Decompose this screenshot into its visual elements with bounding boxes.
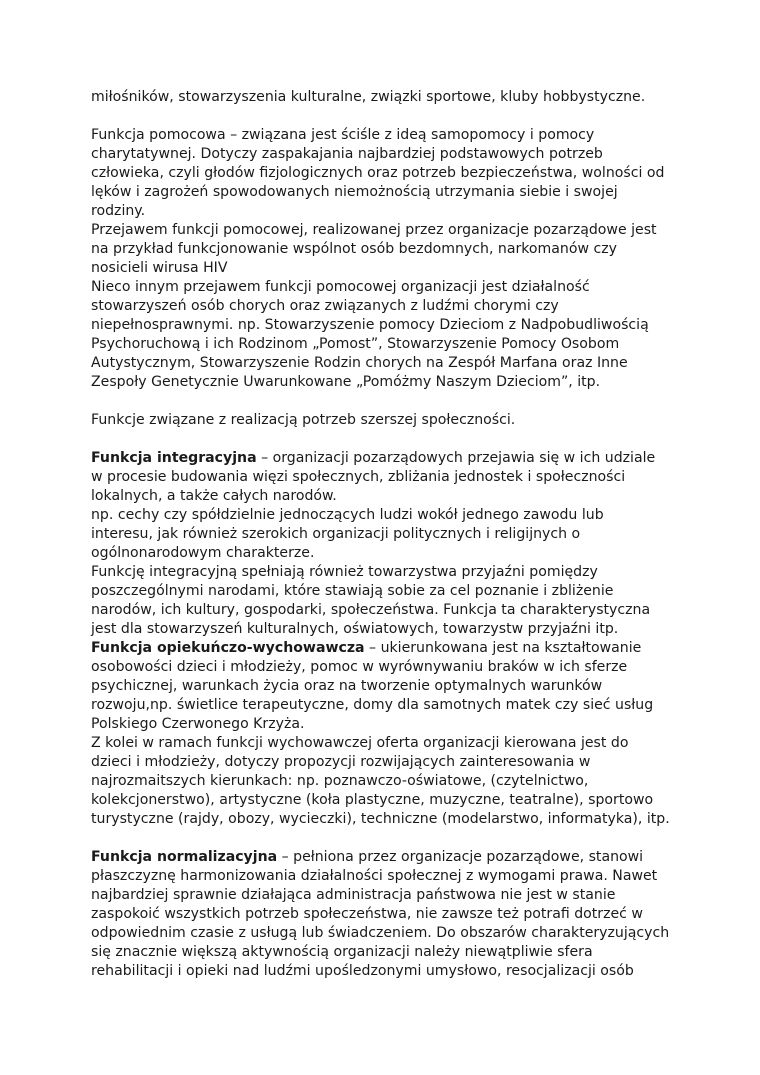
text-line: w procesie budowania więzi społecznych, zbliżania jednostek i społeczności xyxy=(91,469,626,485)
section-heading: Funkcja opiekuńczo-wychowawcza xyxy=(91,640,365,656)
text-line: na przykład funkcjonowanie wspólnot osób bezdomnych, narkomanów czy xyxy=(91,241,617,257)
text-line: płaszczyznę harmonizowania działalności społecznej z wymogami prawa. Nawet xyxy=(91,868,658,884)
paragraph-funkcja-opiekunczo-wychowawcza xyxy=(91,639,681,829)
text-run: – pełniona przez organizacje pozarządowe, stanowi xyxy=(277,849,644,865)
text-line: rozwoju,np. świetlice terapeutyczne, domy dla samotnych matek czy sieć usług xyxy=(91,697,654,713)
text-line xyxy=(91,639,681,658)
text-line: psychicznej, warunkach życia oraz na tworzenie optymalnych warunków xyxy=(91,678,603,694)
text-line: dzieci i młodzieży, dotyczy propozycji rozwijających zainteresowania w xyxy=(91,754,591,770)
paragraph-gap xyxy=(91,829,681,848)
text-line: najbardziej sprawnie działająca administracja państwowa nie jest w stanie xyxy=(91,887,616,903)
text-line: osobowości dzieci i młodzieży, pomoc w wyrównywaniu braków w ich sferze xyxy=(91,659,628,675)
paragraph-funkcja-normalizacyjna xyxy=(91,848,681,981)
section-heading: Funkcja normalizacyjna xyxy=(91,849,278,865)
text-line: najrozmaitszych kierunkach: np. poznawczo-oświatowe, (czytelnictwo, xyxy=(91,773,589,789)
text-line: Psychoruchową i ich Rodzinom „Pomost”, Stowarzyszenie Pomocy Osobom xyxy=(91,336,620,352)
text-line: interesu, jak również szerokich organizacji politycznych i religijnych o xyxy=(91,526,581,542)
text-line: lokalnych, a także całych narodów. xyxy=(91,488,337,504)
section-heading: Funkcja integracyjna xyxy=(91,450,257,466)
text-line: jest dla stowarzyszeń kulturalnych, oświatowych, towarzystw przyjaźni itp. xyxy=(91,621,619,637)
text-line: narodów, ich kultury, gospodarki, społeczeństwa. Funkcja ta charakterystyczna xyxy=(91,602,651,618)
text-line: Z kolei w ramach funkcji wychowawczej oferta organizacji kierowana jest do xyxy=(91,735,629,751)
document-page xyxy=(91,88,681,981)
text-line: Funkcja pomocowa – związana jest ściśle z ideą samopomocy i pomocy xyxy=(91,127,595,143)
text-line: miłośników, stowarzyszenia kulturalne, związki sportowe, kluby hobbystyczne. xyxy=(91,89,646,105)
text-line: lęków i zagrożeń spowodowanych niemożnością utrzymania siebie i swojej xyxy=(91,184,618,200)
text-line: np. cechy czy spółdzielnie jednoczących ludzi wokół jednego zawodu lub xyxy=(91,507,604,523)
text-run: – ukierunkowana jest na kształtowanie xyxy=(364,640,642,656)
text-line: ogólnonarodowym charakterze. xyxy=(91,545,315,561)
text-line: charytatywnej. Dotyczy zaspakajania najbardziej podstawowych potrzeb xyxy=(91,146,603,162)
text-line: odpowiednim czasie z usługą lub świadczeniem. Do obszarów charakteryzujących xyxy=(91,925,670,941)
paragraph-funkcja-integracyjna xyxy=(91,449,681,639)
text-line xyxy=(91,848,681,867)
text-line: Polskiego Czerwonego Krzyża. xyxy=(91,716,305,732)
paragraph-gap xyxy=(91,392,681,411)
text-line: kolekcjonerstwo), artystyczne (koła plastyczne, muzyczne, teatralne), sportowo xyxy=(91,792,654,808)
text-line: stowarzyszeń osób chorych oraz związanych z ludźmi chorymi czy xyxy=(91,298,559,314)
text-line: Przejawem funkcji pomocowej, realizowanej przez organizacje pozarządowe jest xyxy=(91,222,657,238)
text-line xyxy=(91,449,681,468)
paragraph-funkcja-pomocowa xyxy=(91,126,681,392)
text-line: niepełnosprawnymi. np. Stowarzyszenie pomocy Dzieciom z Nadpobudliwością xyxy=(91,317,649,333)
text-line: Funkcje związane z realizacją potrzeb szerszej społeczności. xyxy=(91,412,516,428)
text-line: rodziny. xyxy=(91,203,146,219)
text-line: się znacznie większą aktywnością organizacji należy niewątpliwie sfera xyxy=(91,944,593,960)
text-line: poszczególnymi narodami, które stawiają sobie za cel poznanie i zbliżenie xyxy=(91,583,614,599)
paragraph-gap xyxy=(91,430,681,449)
text-line: nosicieli wirusa HIV xyxy=(91,260,228,276)
text-line: turystyczne (rajdy, obozy, wycieczki), techniczne (modelarstwo, informatyka), itp. xyxy=(91,811,670,827)
text-line: Funkcję integracyjną spełniają również towarzystwa przyjaźni pomiędzy xyxy=(91,564,598,580)
text-line: Autystycznym, Stowarzyszenie Rodzin chorych na Zespół Marfana oraz Inne xyxy=(91,355,628,371)
text-line: człowieka, czyli głodów fizjologicznych oraz potrzeb bezpieczeństwa, wolności od xyxy=(91,165,665,181)
text-line: Nieco innym przejawem funkcji pomocowej organizacji jest działalność xyxy=(91,279,590,295)
paragraph-gap xyxy=(91,107,681,126)
text-line: rehabilitacji i opieki nad ludźmi upośledzonymi umysłowo, resocjalizacji osób xyxy=(91,963,634,979)
text-line: zaspokoić wszystkich potrzeb społeczeństwa, nie zawsze też potrafi dotrzeć w xyxy=(91,906,643,922)
text-line: Zespoły Genetycznie Uwarunkowane „Pomóżmy Naszym Dzieciom”, itp. xyxy=(91,374,601,390)
text-run: – organizacji pozarządowych przejawia się w ich udziale xyxy=(256,450,656,466)
